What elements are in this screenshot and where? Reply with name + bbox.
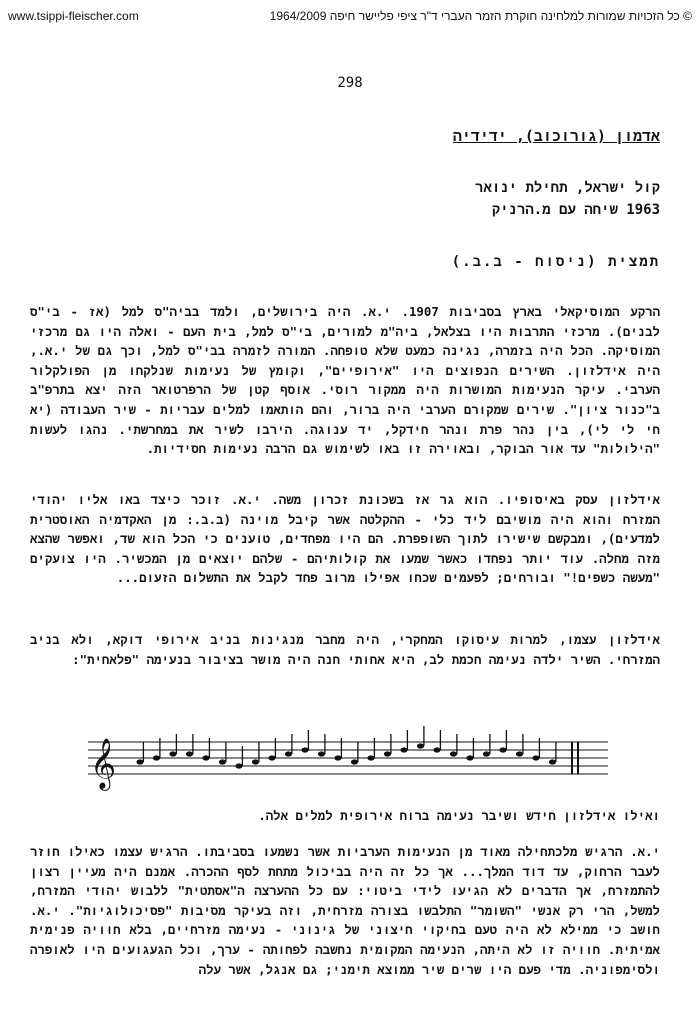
note-head xyxy=(219,759,226,764)
note-head xyxy=(235,763,242,768)
note-head xyxy=(252,759,259,764)
note-head xyxy=(466,755,473,760)
note-head xyxy=(384,751,391,756)
note-head xyxy=(549,759,556,764)
note-head xyxy=(400,747,407,752)
copyright-line: © כל הזכויות שמורות למלחינה חוקרת הזמר העברי ד"ר ציפי פליישר חיפה 1964/2009 xyxy=(269,9,692,23)
after-music-line: ואילו אידלזון חידש ושיבר נעימה ברוח אירופית למלים אלה. xyxy=(258,808,660,823)
note-head xyxy=(318,751,325,756)
site-url[interactable]: www.tsippi-fleischer.com xyxy=(8,9,139,23)
source-line-2: 1963 שיחה עם מ.הרניק xyxy=(491,202,660,218)
note-head xyxy=(532,755,539,760)
note-group xyxy=(136,726,556,769)
note-head xyxy=(285,751,292,756)
note-head xyxy=(136,759,143,764)
note-head xyxy=(169,751,176,756)
paragraph-3: אידלזון עצמו, למרות עיסוקו המחקרי, היה מחבר מנגינות בניב אירופי דוקא, ולא בניב המזרחי. השיר ילדה נעימה חכמת לב, היא אחותי חנה היה מושר בציבור בנעימה "פלאחית": xyxy=(30,632,660,667)
treble-clef-icon: 𝄞 xyxy=(90,738,117,789)
note-head xyxy=(153,755,160,760)
note-head xyxy=(433,747,440,752)
note-head xyxy=(186,751,193,756)
music-notation xyxy=(88,724,608,794)
note-head xyxy=(202,755,209,760)
note-head xyxy=(301,747,308,752)
note-head xyxy=(367,755,374,760)
page-number: 298 xyxy=(337,75,363,91)
note-head xyxy=(483,751,490,756)
source-line-1: קול ישראל, תחילת ינואר xyxy=(475,180,660,196)
note-head xyxy=(499,747,506,752)
note-head xyxy=(268,755,275,760)
note-head xyxy=(351,759,358,764)
section-title: תמצית (ניסוח - ב.ב.) xyxy=(451,254,660,270)
paragraph-2: אידלזון עסק באיסופיו. הוא גר אז בשכונת זכרון משה. י.א. זוכר כיצד באו אליו יהודי המזרח והוא היה מושיבם ליד כלי - ההקלטה אשר קיבל מוינה (ב.ב.: מן האקדמיה האוסטרית למדעים), ומבקשם שישירו לתוך השופפרת. הם היו מפחדים, טוענים כי הכל הוא שד, ואפשר שהצא מזה מחלה. עוד יותר נפחדו כאשר שמעו את קולותיהם - שלהם יוצאים מן המכשיר. היו צועקים "מעשה כשפים!" ובורחים; לפעמים שכחו אפילו מרוב פחד לקבל את התשלום הזעום... xyxy=(30,492,660,586)
paragraph-4: י.א. הרגיש מלכתחילה מאוד מן הנעימות הערביות אשר נשמעו בסביבתו. הרגיש עצמו כאילו חוזר לעבר הרחוק, עד דוד המלך... אך כל זה היה בביכול מתחת לסף ההכרה. אמנם היה מעיין רצון להתמזרח, אך הדברים לא הגיעו לידי ביטוי: עם כל ההערצה ה"אסתטית" ללבוש יהודי המזרח, למשל, הרי רק אנשי "השומר" התלבשו בצורה מזרחית, וזה בעיקר מסיבות "פסיכולוגיות". י.א. חושב כי ממילא לא היה טעם בחיקוי חיצוני של גינוני - נעימה מזרחיים, בלא חוויה פנימית אמיתית. חוויה זו לא היתה, הנעימה המקומית נחשבה לפחותה - ערך, וכל הגעגועים היו לאופרה ולסימפוניה. מדי פעם היו שרים שיר ממוצא תימני; גם אנגל, אשר עלה xyxy=(30,844,660,977)
note-head xyxy=(417,743,424,748)
note-head xyxy=(334,755,341,760)
staff-lines xyxy=(88,742,608,774)
note-head xyxy=(516,751,523,756)
note-head xyxy=(450,751,457,756)
entry-title: אדמון (גורוכוב), ידידיה xyxy=(452,127,660,145)
paragraph-1: הרקע המוסיקאלי בארץ בסביבות 1907. י.א. היה בירושלים, ולמד בביה"ס למל (אז - בי"ס לבנים). מרכזי התרבות היו בצלאל, ביה"מ למורים, בי"ס למל, בית העם - ואלה היו גם מרכזי המוסיקה. הכל היה בזמרה, נגינה כמעט שלא טופחה. המורה לזמרה בבי"ס למל, וכך גם של י.א., היה אידלזון. השירים הנפוצים היו "אירופיים", וקומץ של נעימות שנלקחו מן הפולקלור הערבי. עיקר הנעימות המושרות היה ממקור רוסי. אוסף קטן של הרפרטואר הזה יצא בתרפ"ב ב"כנור ציון". שירים שמקורם הערבי היה ברור, והם הותאמו למלים עבריות - שיר העבודה (יא חי לי לי), בין נהר פרת ונהר חידקל, יד ענוגה. הירבו לשיר את במחרשתי. נהגו לעשות "הילולות" עד אור הבוקר, ובאוירה זו באו לשימוש גם הרבה נעימות חסידיות. xyxy=(30,304,661,457)
